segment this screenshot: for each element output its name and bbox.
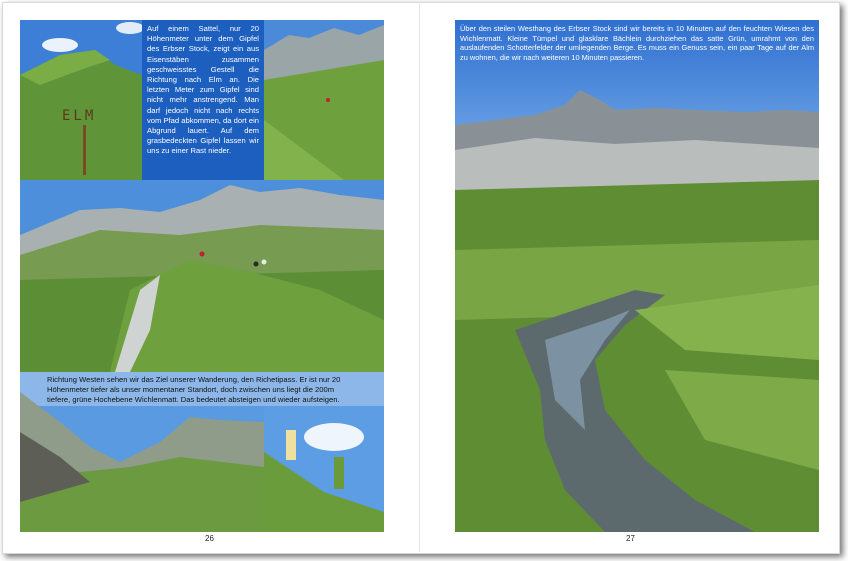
caption-top-left: Auf einem Sattel, nur 20 Höhenmeter unter dem Gipfel des Erbser Stock, zeigt ein aus Eisenstäben zusammen geschweisstes Gestell die Richtung nach Elm an. Die letzten Meter zum Gipfel sind nicht mehr anstrengend. Man darf jedoch nicht nach rechts vom Pfad abkommen, da dort ein Abgrund lauert. Auf dem grasbedeckten Gipfel lassen wir uns zu einer Rast nieder. bbox=[142, 20, 264, 180]
photo-ridge-path bbox=[264, 20, 384, 180]
page-number-right: 27 bbox=[626, 534, 635, 543]
page-number-left: 26 bbox=[205, 534, 214, 543]
caption-top-right: Über den steilen Westhang des Erbser Stock sind wir bereits in 10 Minuten auf den feuchten Wiesen des Wichlenmatt. Kleine Tümpel und glasklare Bächlein durchziehen das satte Grün, umrahmt von den auslaufenden Schotterfelder der umliegenden Berge. Es muss ein Genuss sein, ein paar Tage auf der Alm zu wohnen, die wir nach weiteren 10 Minuten passieren. bbox=[460, 24, 814, 62]
photo-wichlenmatt bbox=[455, 20, 819, 532]
caption-bottom-left: Richtung Westen sehen wir das Ziel unserer Wanderung, den Richetipass. Er ist nur 20 Höhenmeter tiefer als unser momentaner Standort, doch zwischen uns liegt die 200m tiefere, grüne Hochebene Wichlenmatt. Das bedeutet absteigen und wieder aufsteigen. bbox=[47, 375, 341, 405]
photo-panorama-summit bbox=[20, 180, 384, 372]
photo-elm-sign bbox=[20, 20, 142, 180]
page-gutter bbox=[419, 2, 420, 552]
elm-sign-text: ELM bbox=[62, 108, 97, 124]
